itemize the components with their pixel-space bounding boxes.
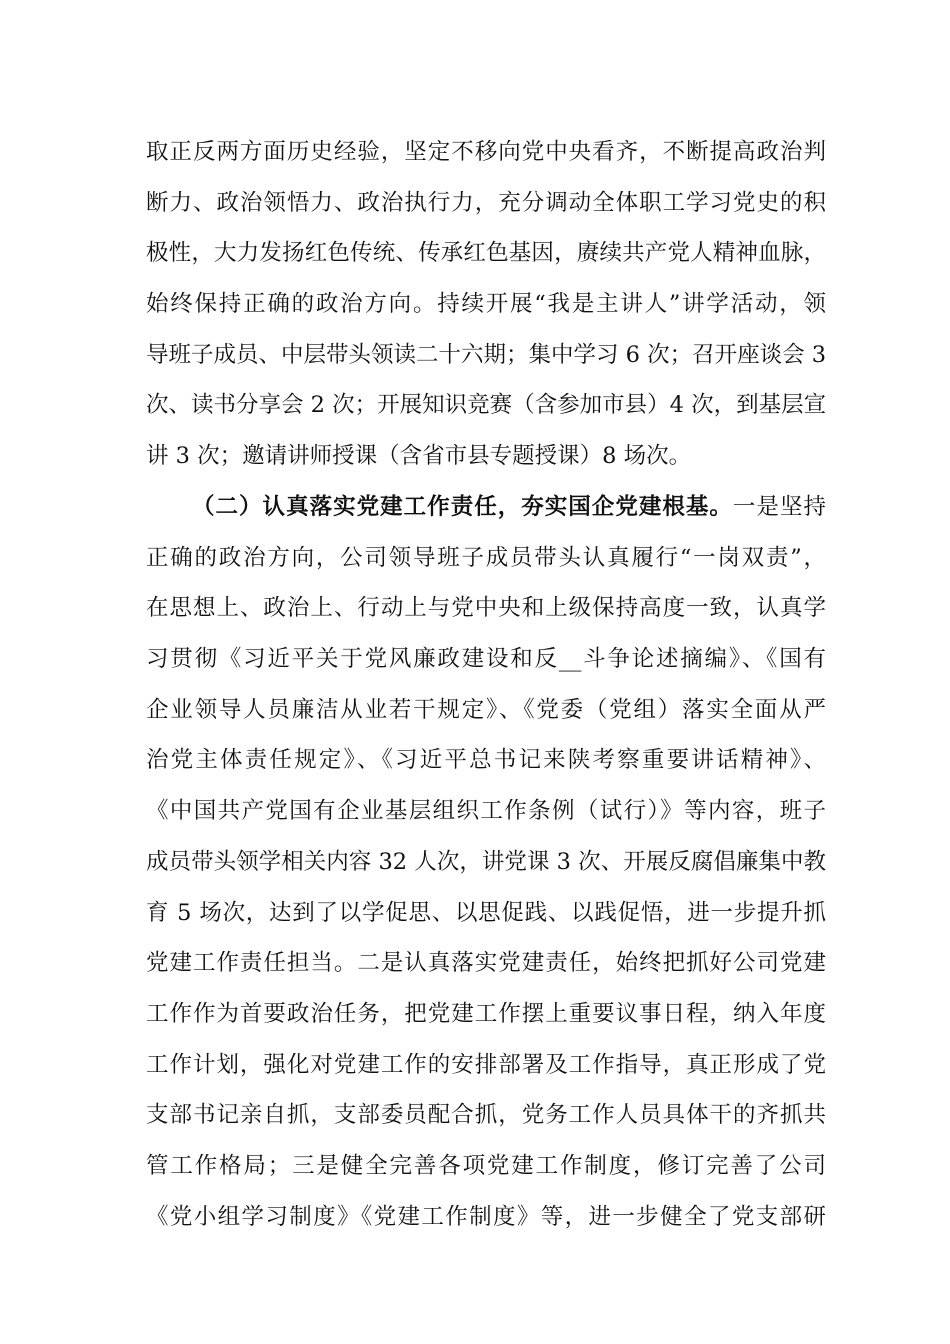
paragraph-first-line [146, 482, 826, 533]
paragraph-line: 讲 3 次；邀请讲师授课（含省市县专题授课）8 场次。 [146, 443, 692, 470]
paragraph-line: 断力、政治领悟力、政治执行力，充分调动全体职工学习党史的积 [146, 189, 826, 216]
paragraph-line: 取正反两方面历史经验，坚定不移向党中央看齐，不断提高政治判 [146, 139, 826, 165]
paragraph-line: 《中国共产党国有企业基层组织工作条例（试行）》等内容，班子 [146, 798, 826, 825]
paragraph-line: 企业领导人员廉洁从业若干规定》、《党委（党组）落实全面从严 [146, 696, 826, 723]
paragraph-line: 习贯彻《习近平关于党风廉政建设和反__斗争论述摘编》、《国有 [146, 646, 826, 673]
paragraph-1 [146, 127, 826, 482]
paragraph-line: 极性，大力发扬红色传统、传承红色基因，赓续共产党人精神血脉， [146, 240, 826, 267]
paragraph-line: 党建工作责任担当。二是认真落实党建责任，始终把抓好公司党建 [146, 950, 826, 977]
paragraph-line: 正确的政治方向，公司领导班子成员带头认真履行“一岗双责”， [146, 544, 826, 571]
paragraph-2 [146, 482, 826, 1242]
paragraph-line: 管工作格局；三是健全完善各项党建工作制度，修订完善了公司 [146, 1152, 826, 1179]
paragraph-line: 育 5 场次，达到了以学促思、以思促践、以践促悟，进一步提升抓 [146, 899, 826, 926]
paragraph-line-rest: 一是坚持 [732, 494, 826, 520]
paragraph-line: 《党小组学习制度》《党建工作制度》等，进一步健全了党支部研 [146, 1203, 826, 1230]
paragraph-line: 工作作为首要政治任务，把党建工作摆上重要议事日程，纳入年度 [146, 1000, 826, 1027]
paragraph-line: 在思想上、政治上、行动上与党中央和上级保持高度一致，认真学 [146, 595, 826, 622]
paragraph-line: 支部书记亲自抓，支部委员配合抓，党务工作人员具体干的齐抓共 [146, 1102, 826, 1129]
paragraph-line: 工作计划，强化对党建工作的安排部署及工作指导，真正形成了党 [146, 1051, 826, 1078]
paragraph-line: 治党主体责任规定》、《习近平总书记来陕考察重要讲话精神》、 [146, 747, 826, 774]
section-heading: （二）认真落实党建工作责任，夯实国企党建根基。 [192, 494, 733, 520]
paragraph-line: 成员带头领学相关内容 32 人次，讲党课 3 次、开展反腐倡廉集中教 [146, 848, 826, 875]
paragraph-line: 始终保持正确的政治方向。持续开展“我是主讲人”讲学活动，领 [146, 291, 826, 318]
paragraph-line: 次、读书分享会 2 次；开展知识竞赛（含参加市县）4 次，到基层宣 [146, 392, 826, 419]
paragraph-line: 导班子成员、中层带头领读二十六期；集中学习 6 次；召开座谈会 3 [146, 341, 826, 368]
